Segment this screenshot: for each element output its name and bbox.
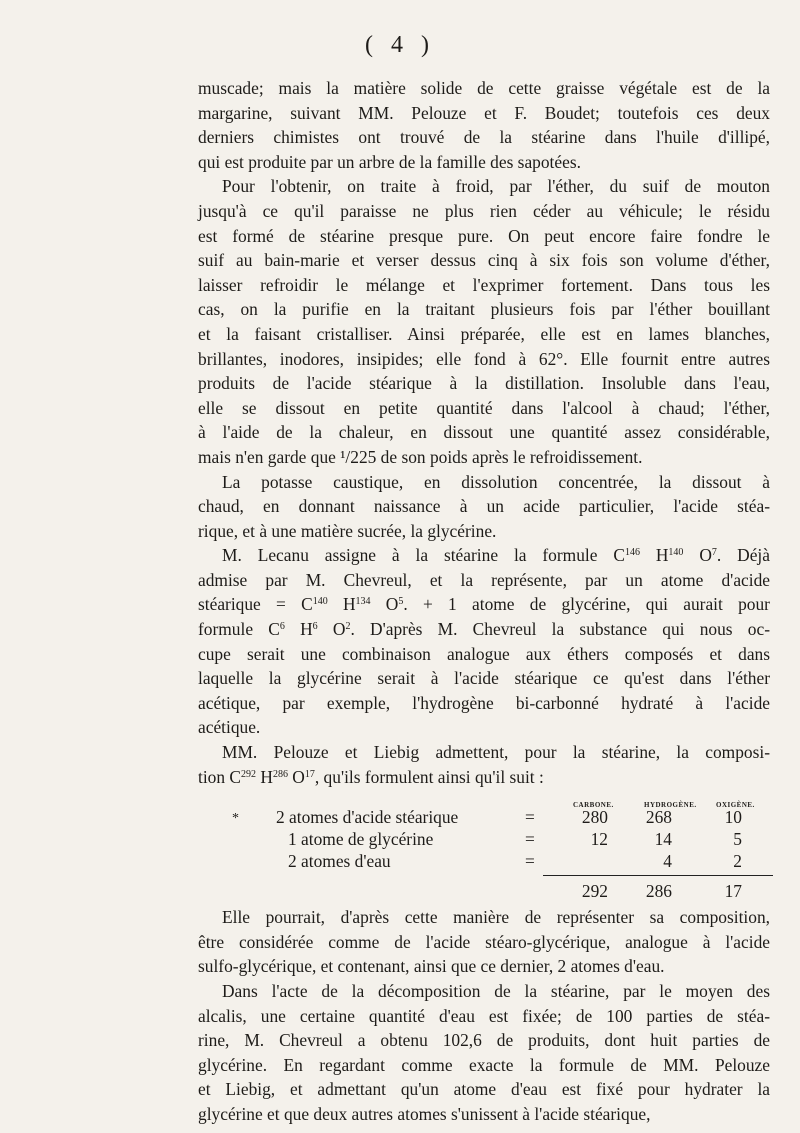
text-line: Dans l'acte de la décomposition de la stéarine, par le moyen des <box>222 981 770 1001</box>
formula-subscript: 6 <box>279 621 285 633</box>
text-run: H <box>284 619 313 640</box>
text-line: La potasse caustique, en dissolution concentrée, la dissout à <box>222 471 770 492</box>
text-run: O <box>370 594 399 615</box>
marker: * <box>232 811 239 827</box>
text-run: tion C <box>198 766 242 787</box>
text-line: suif au bain-marie et verser dessus cinq à six fois son volume d'éther, <box>198 250 770 271</box>
text-run: acétique, par exemple, l'hydrogène bi-carbonné hydraté à l'acide <box>198 692 770 713</box>
text-line: produits de l'acide stéarique à la distillation. Insoluble dans l'eau, <box>198 373 770 394</box>
sum-rule <box>543 875 773 876</box>
paragraph <box>198 76 770 174</box>
text-line <box>198 740 770 765</box>
table-cell: = <box>525 851 535 872</box>
page-number: ( 4 ) <box>365 32 435 58</box>
table-total: 286 <box>645 881 672 902</box>
table-row <box>198 805 770 827</box>
text-line: mais n'en garde que ¹/225 de son poids après le refroidissement. <box>198 446 643 467</box>
text-run: M. Lecanu assigne à la stéarine la formule C <box>222 545 625 566</box>
text-run: admise par M. Chevreul, et la représente, par un atome d'acide <box>198 569 770 590</box>
text-run: H <box>639 545 669 566</box>
text-run: O <box>683 545 712 566</box>
text-run: O <box>317 619 346 640</box>
text-line: rine, M. Chevreul a obtenu 102,6 de produits, dont huit parties de <box>198 1030 770 1051</box>
text-line: être considérée comme de l'acide stéaro-glycérique, analogue à l'acide <box>198 931 770 952</box>
text-run: formule C <box>198 619 280 640</box>
table-row <box>198 849 770 871</box>
text-line: est formé de stéarine presque pure. On peut encore faire fondre le <box>198 225 770 246</box>
formula-subscript: 292 <box>241 768 257 780</box>
formula-subscript: 6 <box>312 621 318 633</box>
text-line: et la faisant cristalliser. Ainsi préparée, elle est en lames blanches, <box>198 323 770 344</box>
text-line <box>198 715 770 740</box>
text-run: MM. Pelouze et Liebig admettent, pour la stéarine, la composi- <box>222 742 770 763</box>
table-cell: 5 <box>733 829 742 850</box>
text-line <box>198 765 770 790</box>
text-run: . + 1 atome de glycérine, qui aurait pour <box>403 594 770 615</box>
table-cell: 14 <box>654 829 672 850</box>
text-line: glycérine et que deux autres atomes s'unissent à l'acide stéarique, <box>198 1103 651 1124</box>
text-line: margarine, suivant MM. Pelouze et F. Boudet; toutefois ces deux <box>198 102 770 123</box>
table-total-row <box>198 879 770 901</box>
text-line <box>198 691 770 716</box>
formula-subscript: 140 <box>668 547 684 559</box>
text-line: rique, et à une matière sucrée, la glycérine. <box>198 520 497 541</box>
text-line: qui est produite par un arbre de la famille des sapotées. <box>198 151 581 172</box>
text-run: . Déjà <box>716 545 770 566</box>
composition-table <box>198 793 770 905</box>
formula-subscript: 134 <box>355 596 371 608</box>
formula-subscript: 17 <box>304 768 315 780</box>
text-line: brillantes, inodores, insipides; elle fond à 62°. Elle fournit entre autres <box>198 348 770 369</box>
table-total: 17 <box>724 881 742 902</box>
text-line <box>198 666 770 691</box>
formula-subscript: 5 <box>398 596 404 608</box>
table-cell: 10 <box>724 807 742 828</box>
table-cell: = <box>525 829 535 850</box>
table-header: HYDROGÈNE. <box>644 801 697 810</box>
paragraph <box>198 905 770 979</box>
text-run: laquelle la glycérine serait à l'acide stéarique ce qu'est dans l'éther <box>198 668 770 689</box>
text-line <box>198 642 770 667</box>
text-run: stéarique = C <box>198 594 313 615</box>
text-run: . D'après M. Chevreul la substance qui nous oc- <box>350 619 770 640</box>
table-cell: 280 <box>581 807 608 828</box>
text-run: , qu'ils formulent ainsi qu'il suit : <box>314 766 544 787</box>
text-line: chaud, en donnant naissance à un acide particulier, l'acide stéa- <box>198 496 770 517</box>
table-cell: 2 atomes d'eau <box>288 851 391 872</box>
formula-subscript: 7 <box>711 547 717 559</box>
paragraph <box>198 470 770 544</box>
table-header: CARBONE. <box>573 801 614 810</box>
text-run: acétique. <box>198 717 261 738</box>
text-line <box>198 543 770 568</box>
text-line <box>198 617 770 642</box>
text-line: à l'aide de la chaleur, en dissout une quantité assez considérable, <box>198 422 770 443</box>
text-line <box>198 592 770 617</box>
paragraph <box>198 174 770 469</box>
formula-subscript: 146 <box>624 547 640 559</box>
table-cell: 4 <box>663 851 672 872</box>
text-run: cupe serait une combinaison analogue aux éthers composés et dans <box>198 643 770 664</box>
text-line: cas, on la purifie en la traitant plusieurs fois par l'éther bouillant <box>198 299 770 320</box>
table-cell: = <box>525 807 535 828</box>
paragraph <box>198 543 770 740</box>
table-cell: 268 <box>645 807 672 828</box>
text-line: elle se dissout en petite quantité dans l'alcool à chaud; l'éther, <box>198 397 770 418</box>
formula-subscript: 140 <box>312 596 328 608</box>
table-cell: 1 atome de glycérine <box>288 829 434 850</box>
text-run: H <box>256 766 273 787</box>
table-cell: 2 atomes d'acide stéarique <box>276 807 459 828</box>
paragraph <box>198 979 770 1127</box>
text-line: sulfo-glycérique, et contenant, ainsi que ce dernier, 2 atomes d'eau. <box>198 956 665 977</box>
text-line: jusqu'à ce qu'il paraisse ne plus rien céder au véhicule; le résidu <box>198 200 770 221</box>
text-line: et Liebig, et admettant qu'un atome d'eau est fixé pour hydrater la <box>198 1079 770 1100</box>
formula-subscript: 286 <box>272 768 288 780</box>
text-line: Elle pourrait, d'après cette manière de représenter sa composition, <box>222 907 770 928</box>
text-line: alcalis, une certaine quantité d'eau est fixée; de 100 parties de stéa- <box>198 1005 770 1026</box>
text-run: H <box>327 594 356 615</box>
text-line: glycérine. En regardant comme exacte la formule de MM. Pelouze <box>198 1054 770 1075</box>
formula-subscript: 2 <box>345 621 351 633</box>
table-header: OXIGÈNE. <box>716 801 755 810</box>
text-line: laisser refroidir le mélange et l'exprimer fortement. Dans tous les <box>198 274 770 295</box>
text-line <box>198 568 770 593</box>
paragraph <box>198 740 770 789</box>
text-line: Pour l'obtenir, on traite à froid, par l'éther, du suif de mouton <box>222 176 770 197</box>
body-text <box>198 76 770 1127</box>
text-run: O <box>287 766 305 787</box>
text-line: muscade; mais la matière solide de cette graisse végétale est de la <box>198 78 770 98</box>
table-cell: 12 <box>590 829 608 850</box>
text-line: derniers chimistes ont trouvé de la stéarine dans l'huile d'illipé, <box>198 127 770 148</box>
table-total: 292 <box>581 881 608 902</box>
table-row <box>198 827 770 849</box>
table-cell: 2 <box>733 851 742 872</box>
